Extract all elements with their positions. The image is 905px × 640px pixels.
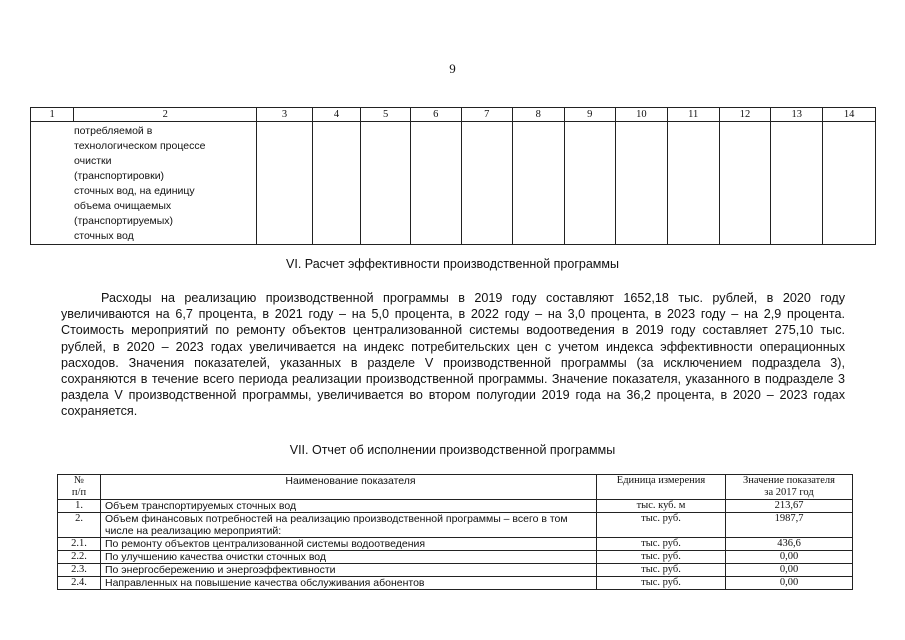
empty-cell xyxy=(823,122,876,245)
row-name: По энергосбережению и энергоэффективности xyxy=(101,564,597,577)
row-unit: тыс. куб. м xyxy=(597,500,726,513)
empty-cell xyxy=(361,122,411,245)
row-number: 2.4. xyxy=(58,577,101,590)
column-number: 14 xyxy=(823,108,876,122)
text-line: объема очищаемых xyxy=(74,200,172,212)
page-number: 9 xyxy=(449,61,456,76)
empty-cell xyxy=(719,122,771,245)
row-unit: тыс. руб. xyxy=(597,564,726,577)
column-number: 9 xyxy=(564,108,616,122)
text-line: потребляемой в xyxy=(74,125,153,137)
header-number-line: № xyxy=(73,475,85,486)
text-line: технологическом процессе xyxy=(74,140,206,152)
row-unit: тыс. руб. xyxy=(597,551,726,564)
row-name: Объем финансовых потребностей на реализацию производственной программы – всего в том числе на реализацию мероприятий: xyxy=(101,513,597,538)
indicator-name-cell xyxy=(31,122,257,245)
empty-cell xyxy=(771,122,823,245)
column-number: 8 xyxy=(513,108,565,122)
row-name: По улучшению качества очистки сточных вод xyxy=(101,551,597,564)
empty-cell xyxy=(667,122,719,245)
empty-cell xyxy=(616,122,668,245)
row-value: 213,67 xyxy=(726,500,853,513)
column-number: 2 xyxy=(74,108,257,122)
row-unit: тыс. руб. xyxy=(597,513,726,538)
column-number: 1 xyxy=(31,108,74,122)
row-name: Объем транспортируемых сточных вод xyxy=(101,500,597,513)
continuation-table xyxy=(30,107,876,245)
empty-cell xyxy=(410,122,461,245)
empty-cell xyxy=(461,122,513,245)
row-number: 2.2. xyxy=(58,551,101,564)
text-line: сточных вод, на единицу xyxy=(74,185,195,197)
table-row xyxy=(58,500,853,513)
header-value-line: Значение показателя xyxy=(743,475,835,486)
row-value: 436,6 xyxy=(726,538,853,551)
section-7-heading: VII. Отчет об исполнении производственной программы xyxy=(289,443,616,457)
column-number: 5 xyxy=(361,108,411,122)
empty-cell xyxy=(257,122,312,245)
row-number: 2. xyxy=(58,513,101,538)
table-row xyxy=(58,564,853,577)
empty-cell xyxy=(564,122,616,245)
row-value: 1987,7 xyxy=(726,513,853,538)
row-unit: тыс. руб. xyxy=(597,577,726,590)
header-value-line: за 2017 год xyxy=(764,487,814,498)
row-number: 1. xyxy=(58,500,101,513)
row-name: Направленных на повышение качества обслуживания абонентов xyxy=(101,577,597,590)
text-line: очистки xyxy=(74,155,112,167)
section-6-heading: VI. Расчет эффективности производственной программы xyxy=(286,257,619,271)
row-value: 0,00 xyxy=(726,577,853,590)
column-number: 12 xyxy=(719,108,771,122)
header-number xyxy=(58,475,101,500)
table-row xyxy=(58,551,853,564)
header-unit: Единица измерения xyxy=(597,475,726,500)
text-line: (транспортируемых) xyxy=(74,215,174,227)
empty-cell xyxy=(513,122,565,245)
table-header-row xyxy=(58,475,853,500)
column-number: 11 xyxy=(667,108,719,122)
row-number: 2.1. xyxy=(58,538,101,551)
column-number: 13 xyxy=(771,108,823,122)
header-number-line: п/п xyxy=(71,487,87,498)
text-line: сточных вод xyxy=(74,230,134,242)
table-row xyxy=(58,513,853,538)
empty-cell xyxy=(312,122,361,245)
row-value: 0,00 xyxy=(726,564,853,577)
column-number: 10 xyxy=(616,108,668,122)
column-number: 6 xyxy=(410,108,461,122)
section-6-paragraph: Расходы на реализацию производственной программы в 2019 году составляют 1652,18 тыс. рублей, в 2020 году увеличиваются на 6,7 процента, в 2021 году – на 5,0 процента, в 2022 году – на 3,0 процента, в 2023 году – на 2,9 процента. Стоимость мероприятий по ремонту объектов централизованной системы водоотведения в 2019 году составляет 275,10 тыс. рублей, в 2020 – 2023 годах увеличивается на индекс потребительских цен с учетом индекса эффективности операционных расходов. Значения показателей, указанных в разделе V производственной программы (за исключением подраздела 3), сохраняются в течение всего периода реализации производственной программы. Значение показателя, указанного в подразделе 3 раздела V производственной программы, увеличивается во втором полугодии 2019 года на 36,2 процента, в 2020 – 2023 годах сохраняется. xyxy=(61,291,845,419)
column-number: 7 xyxy=(461,108,513,122)
report-table xyxy=(57,474,853,590)
column-number: 4 xyxy=(312,108,361,122)
header-value xyxy=(726,475,853,500)
row-number: 2.3. xyxy=(58,564,101,577)
row-unit: тыс. руб. xyxy=(597,538,726,551)
row-name: По ремонту объектов централизованной системы водоотведения xyxy=(101,538,597,551)
row-value: 0,00 xyxy=(726,551,853,564)
table-row xyxy=(58,577,853,590)
text-line: (транспортировки) xyxy=(74,170,165,182)
column-number: 3 xyxy=(257,108,312,122)
header-name: Наименование показателя xyxy=(101,475,597,500)
table-row xyxy=(58,538,853,551)
